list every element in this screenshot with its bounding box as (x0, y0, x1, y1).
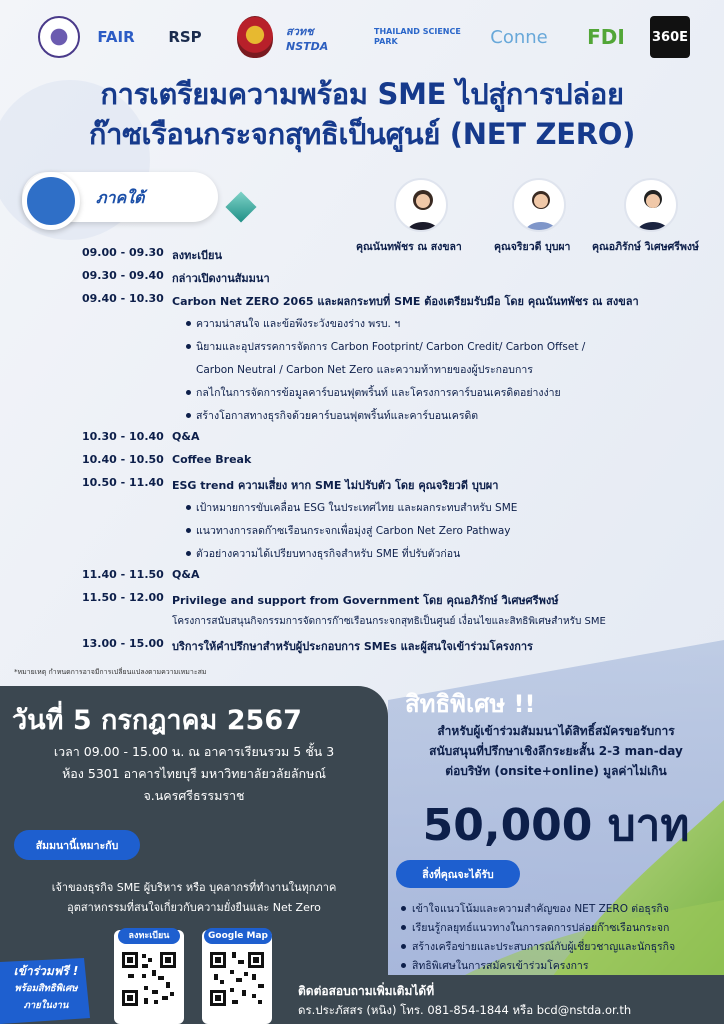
agenda-title: ลงทะเบียน (172, 249, 222, 262)
agenda-subitem: สร้างโอกาสทางธุรกิจด้วยคาร์บอนฟุตพริ้นท์และคาร์บอนเครดิต (196, 410, 479, 422)
agenda-time: 09.30 - 09.40 (82, 269, 164, 282)
agenda-time: 11.50 - 12.00 (82, 591, 164, 604)
schedule-note: *หมายเหตุ กำหนดการอาจมีการเปลี่ยนแปลงตามความเหมาะสม (14, 668, 207, 676)
privilege-line: สำหรับผู้เข้าร่วมสัมมนาได้สิทธิ์สมัครขอรับการ (437, 724, 675, 738)
agenda-title: บริการให้คำปรึกษาสำหรับผู้ประกอบการ SMEs และผู้สนใจเข้าร่วมโครงการ (172, 640, 533, 653)
audience-line: เจ้าของธุรกิจ SME ผู้บริหาร หรือ บุคลากรที่ทำงานในทุกภาค (51, 881, 337, 894)
agenda-title: Q&A (172, 430, 200, 443)
map-tag: Google Map (204, 928, 272, 944)
speaker-photo-3 (624, 178, 678, 232)
venue-line: เวลา 09.00 - 15.00 น. ณ อาคารเรียนรวม 5 ชั้น 3 (53, 744, 335, 759)
bullet-dot (186, 413, 191, 418)
bullet-dot (186, 390, 191, 395)
nstda-logo: สวทช NSTDA (286, 24, 329, 53)
agenda-time: 09.40 - 10.30 (82, 292, 164, 305)
agenda-time: 10.50 - 11.40 (82, 476, 164, 489)
benefit-item: สิทธิพิเศษในการสมัครเข้าร่วมโครงการ (412, 960, 589, 972)
venue-line: ห้อง 5301 อาคารไทยบุรี มหาวิทยาลัยวลัยลักษณ์ (62, 766, 326, 781)
agenda-time: 13.00 - 15.00 (82, 637, 164, 650)
speaker-photo-2 (512, 178, 566, 232)
map-qr-code[interactable] (202, 930, 272, 1024)
thailand-science-park-logo: THAILAND SCIENCE PARK (374, 27, 461, 46)
contact-detail[interactable]: ดร.ประภัสสร (หนิง) โทร. 081-854-1844 หรือ bcd@nstda.or.th (298, 1003, 632, 1017)
agenda-subitem: โครงการสนับสนุนกิจกรรมการจัดการก๊าซเรือนกระจกสุทธิเป็นศูนย์ เงื่อนไขและสิทธิพิเศษสำหรับ SME (172, 616, 606, 627)
rsp-logo: RSP (168, 28, 202, 46)
agenda-time: 10.30 - 10.40 (82, 430, 164, 443)
qr-code-icon (202, 930, 272, 1024)
agenda-title: Coffee Break (172, 453, 252, 466)
privilege-line: ต่อบริษัท (onsite+online) มูลค่าไม่เกิน (445, 764, 667, 778)
join-line: ภายในงาน (23, 1000, 69, 1011)
register-tag: ลงทะเบียน (118, 928, 180, 944)
page-title-line2: ก๊าซเรือนกระจกสุทธิเป็นศูนย์ (NET ZERO) (88, 117, 636, 151)
agenda-time: 10.40 - 10.50 (82, 453, 164, 466)
qr-code-icon (114, 930, 184, 1024)
agenda-subitem: ความน่าสนใจ และข้อพึงระวังของร่าง พรบ. ฯ (196, 318, 401, 330)
agenda-title: กล่าวเปิดงานสัมมนา (172, 272, 270, 285)
agenda-subitem: เป้าหมายการขับเคลื่อน ESG ในประเทศไทย และผลกระทบสำหรับ SME (196, 502, 518, 514)
bullet-dot (401, 963, 406, 968)
benefit-item: เรียนรู้กลยุทธ์แนวทางในการลดการปล่อยก๊าซเรือนกระจก (412, 922, 670, 934)
agenda-title: Q&A (172, 568, 200, 581)
privilege-line: สนับสนุนที่ปรึกษาเชิงลึกระยะสั้น 2-3 man-day (429, 744, 683, 758)
agenda-subitem: Carbon Neutral / Carbon Net Zero และความท้าทายของผู้ประกอบการ (196, 364, 533, 376)
event-date: วันที่ 5 กรกฎาคม 2567 (12, 705, 302, 736)
page-title-line1: การเตรียมความพร้อม SME ไปสู่การปล่อย (100, 77, 624, 111)
bullet-dot (401, 944, 406, 949)
bullet-dot (186, 551, 191, 556)
speaker-name-2: คุณจริยวดี บุบผา (494, 241, 571, 253)
speaker-name-1: คุณนันทพัชร ณ สงขลา (356, 241, 462, 253)
bullet-dot (401, 925, 406, 930)
agenda-subitem: แนวทางการลดก๊าซเรือนกระจกเพื่อมุ่งสู่ Carbon Net Zero Pathway (196, 525, 511, 537)
bullet-dot (186, 505, 191, 510)
bullet-dot (186, 344, 191, 349)
benefit-item: เข้าใจแนวโน้มและความสำคัญของ NET ZERO ต่อธุรกิจ (412, 903, 669, 915)
bullet-dot (186, 528, 191, 533)
bullet-dot (186, 321, 191, 326)
agenda-title: ESG trend ความเสี่ยง หาก SME ไม่ปรับตัว โดย คุณจริยวดี บุบผา (172, 479, 499, 492)
agenda-title: Privilege and support from Government โดย คุณอภิรักษ์ วิเศษศรีพงษ์ (172, 594, 559, 607)
360e-logo: 360E (650, 16, 690, 58)
agenda-time: 09.00 - 09.30 (82, 246, 164, 259)
join-line: พร้อมสิทธิพิเศษ (14, 983, 78, 994)
university-seal-logo (38, 16, 80, 58)
bullet-dot (401, 906, 406, 911)
agenda-time: 11.40 - 11.50 (82, 568, 164, 581)
region-label: ภาคใต้ (96, 188, 145, 207)
agenda-subitem: นิยามและอุปสรรคการจัดการ Carbon Footprint/ Carbon Credit/ Carbon Offset / (196, 341, 586, 353)
audience-label: สัมมนานี้เหมาะกับ (35, 840, 119, 852)
join-line: เข้าร่วมฟรี ! (13, 964, 79, 978)
agenda-subitem: กลไกในการจัดการข้อมูลคาร์บอนฟุตพริ้นท์ และโครงการคาร์บอนเครดิตอย่างง่าย (196, 387, 561, 399)
privilege-title: สิทธิพิเศษ !! (405, 690, 536, 718)
privilege-amount: 50,000 บาท (422, 800, 690, 851)
fair-logo: FAIR (97, 28, 135, 46)
contact-title: ติดต่อสอบถามเพิ่มเติมได้ที่ (298, 984, 435, 998)
audience-line: อุตสาหกรรมที่สนใจเกี่ยวกับความยั่งยืนและ Net Zero (67, 901, 321, 914)
benefits-label: สิ่งที่คุณจะได้รับ (422, 869, 494, 881)
fdi-logo: FDI (587, 25, 625, 49)
speaker-name-3: คุณอภิรักษ์ วิเศษศรีพงษ์ (592, 241, 699, 253)
conne-logo: Conne (490, 26, 548, 48)
speaker-photo-1 (394, 178, 448, 232)
venue-line: จ.นครศรีธรรมราช (143, 788, 245, 803)
benefit-item: สร้างเครือข่ายและประสบการณ์กับผู้เชี่ยวชาญและนักธุรกิจ (412, 941, 676, 953)
agenda-title: Carbon Net ZERO 2065 และผลกระทบที่ SME ต้องเตรียมรับมือ โดย คุณนันทพัชร ณ สงขลา (172, 295, 639, 308)
region-circle-icon (22, 172, 80, 230)
royal-emblem-logo (237, 16, 273, 58)
register-qr-code[interactable] (114, 930, 184, 1024)
agenda-subitem: ตัวอย่างความได้เปรียบทางธุรกิจสำหรับ SME ที่ปรับตัวก่อน (196, 548, 461, 560)
